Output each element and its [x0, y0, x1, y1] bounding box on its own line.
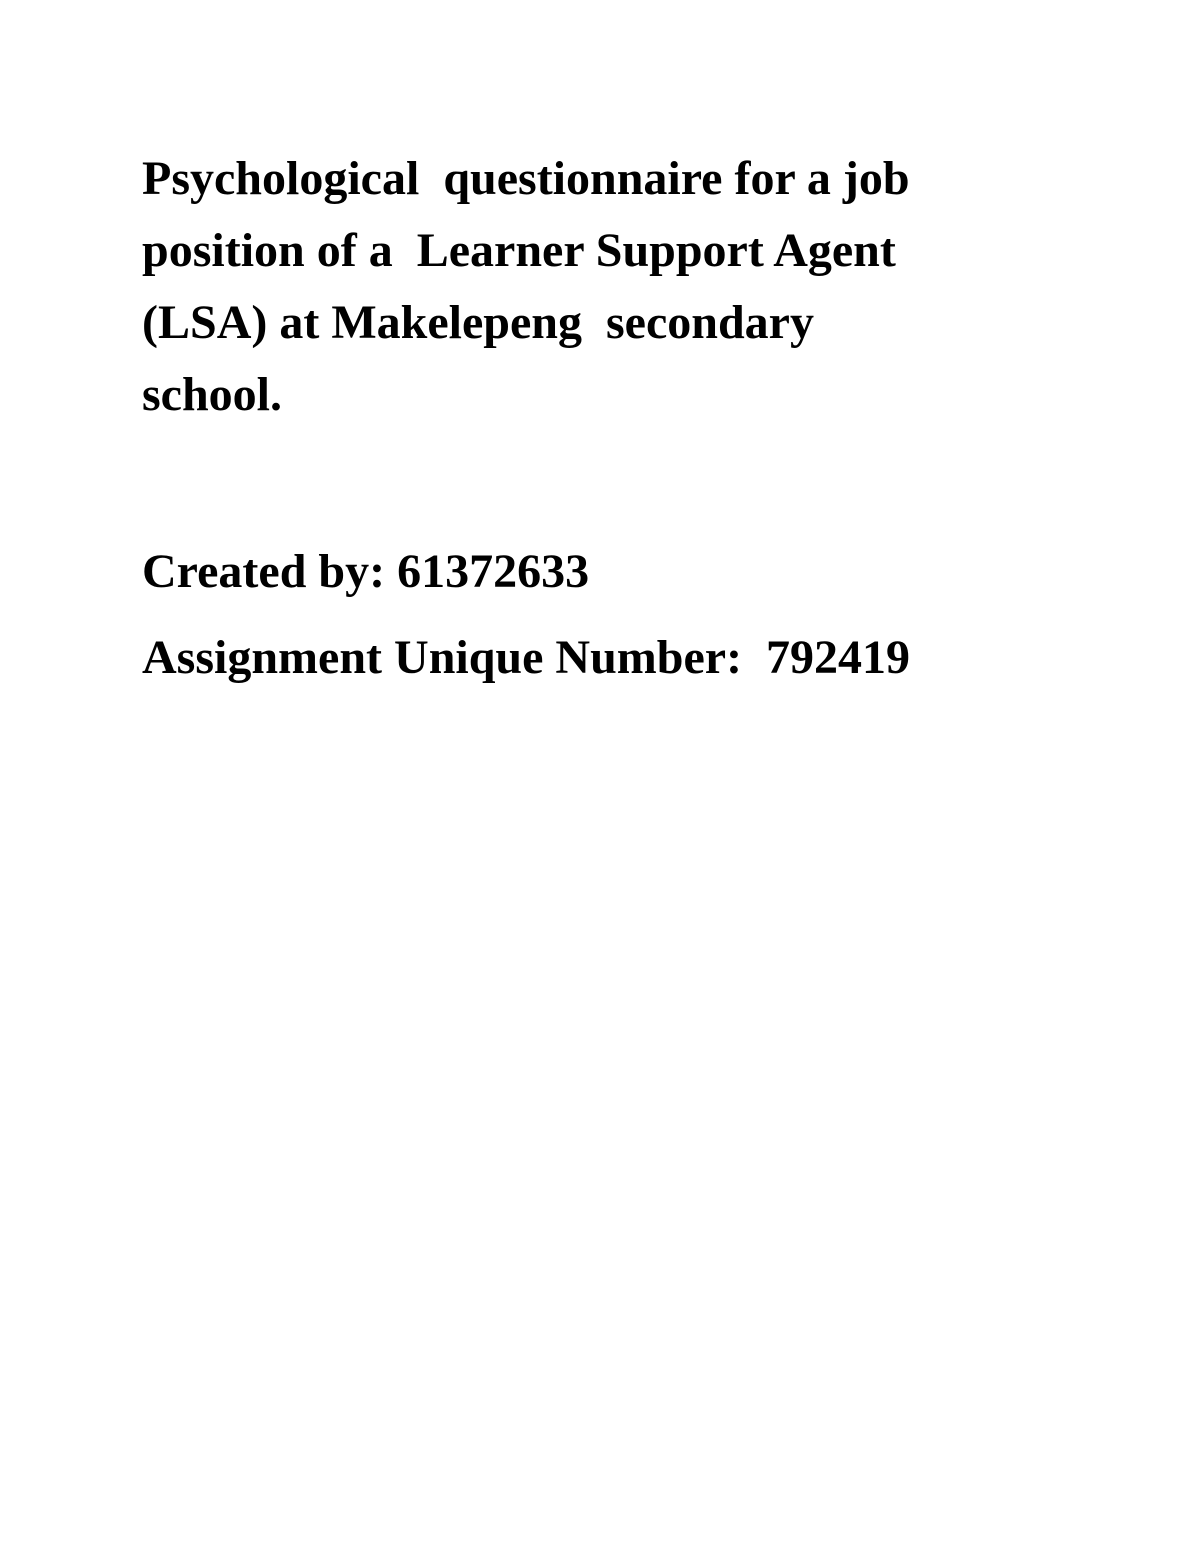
document-title [142, 143, 1062, 431]
title-line-4: school. [142, 368, 283, 421]
author-info [142, 529, 1062, 701]
title-line-1: Psychological questionnaire for a job [142, 152, 910, 205]
created-by: Created by: 61372633 [142, 545, 590, 598]
title-line-2: position of a Learner Support Agent [142, 224, 896, 277]
title-line-3: (LSA) at Makelepeng secondary [142, 296, 814, 349]
cover-content [142, 143, 1062, 701]
assignment-number: Assignment Unique Number: 792419 [142, 631, 911, 684]
